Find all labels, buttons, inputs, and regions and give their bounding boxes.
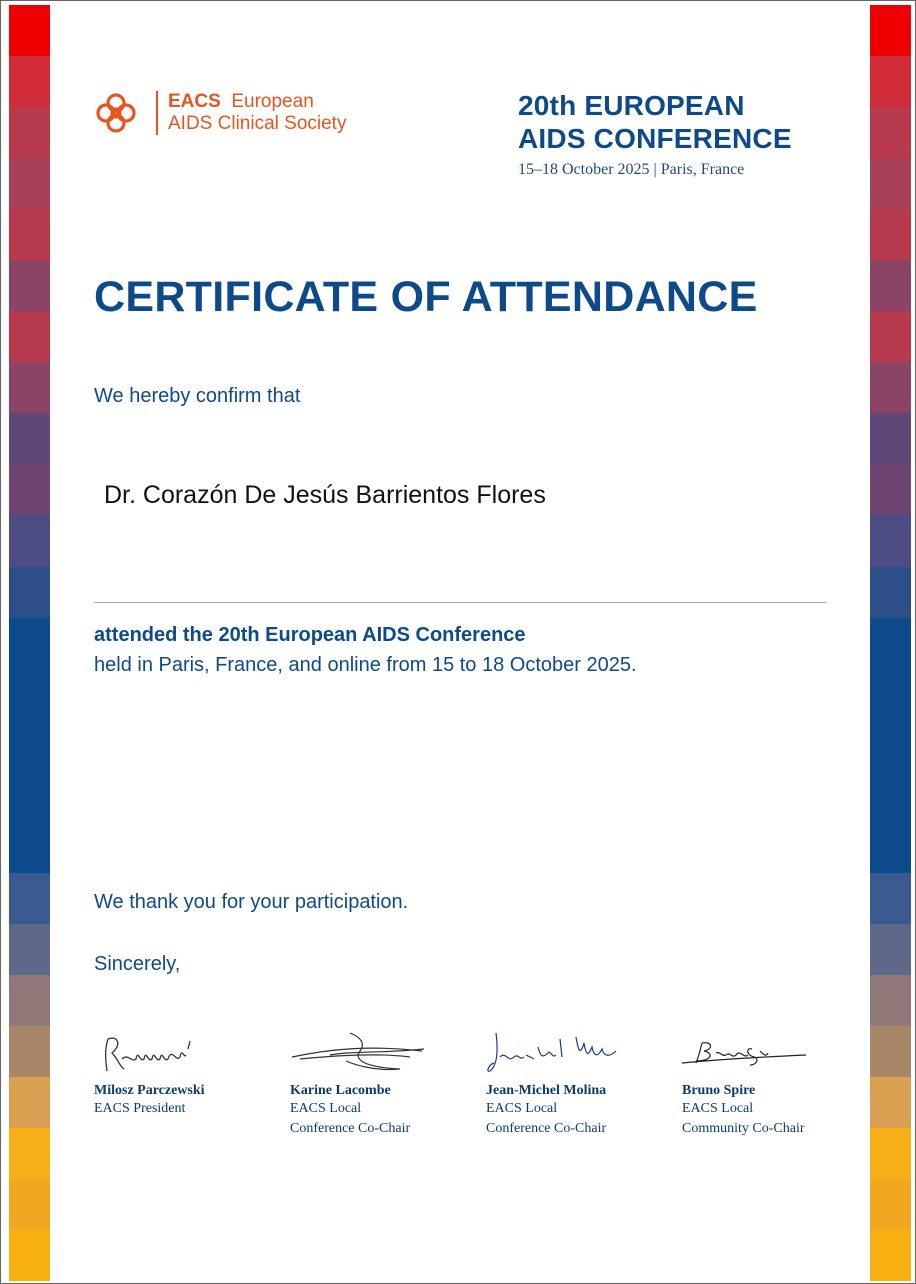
signatory-name: Milosz Parczewski — [94, 1083, 205, 1098]
stripe-segment — [9, 669, 50, 720]
stripe-segment — [9, 873, 50, 924]
left-color-stripe — [9, 5, 50, 1281]
stripe-segment — [9, 56, 50, 107]
stripe-segment — [9, 822, 50, 873]
stripe-segment — [870, 1179, 911, 1230]
closing-text: Sincerely, — [94, 953, 181, 975]
stripe-segment — [9, 107, 50, 158]
signatory-1 — [94, 1029, 274, 1119]
stripe-segment — [9, 209, 50, 260]
logo-line1: European — [231, 91, 314, 112]
attended-text: attended the 20th European AIDS Conference — [94, 624, 526, 646]
recipient-name: Dr. Corazón De Jesús Barrientos Flores — [104, 481, 546, 509]
logo-abbr: EACS — [168, 91, 221, 112]
stripe-segment — [9, 5, 50, 56]
confirm-text: We hereby confirm that — [94, 385, 301, 407]
stripe-segment — [870, 1026, 911, 1077]
signatory-role-line1: EACS Local — [682, 1101, 754, 1116]
stripe-segment — [9, 924, 50, 975]
stripe-segment — [870, 873, 911, 924]
signatory-name: Karine Lacombe — [290, 1083, 391, 1098]
stripe-segment — [870, 107, 911, 158]
stripe-segment — [9, 158, 50, 209]
signatory-4 — [682, 1029, 862, 1139]
divider-line — [94, 602, 827, 603]
stripe-segment — [870, 209, 911, 260]
stripe-segment — [870, 5, 911, 56]
stripe-segment — [870, 56, 911, 107]
logo-text — [168, 91, 346, 135]
stripe-segment — [870, 618, 911, 669]
stripe-segment — [870, 260, 911, 311]
stripe-segment — [870, 311, 911, 362]
celtic-knot-icon — [94, 91, 138, 135]
held-text: held in Paris, France, and online from 15 to 18 October 2025. — [94, 654, 637, 676]
conference-heading — [518, 89, 792, 179]
conference-title-line1: 20th EUROPEAN — [518, 90, 745, 121]
signatory-role-line1: EACS Local — [486, 1101, 558, 1116]
conference-title-line2: AIDS CONFERENCE — [518, 123, 792, 154]
eacs-logo — [94, 91, 346, 135]
stripe-segment — [9, 1026, 50, 1077]
stripe-segment — [9, 464, 50, 515]
stripe-segment — [870, 975, 911, 1026]
stripe-segment — [870, 158, 911, 209]
certificate-title: CERTIFICATE OF ATTENDANCE — [94, 273, 758, 321]
stripe-segment — [9, 1179, 50, 1230]
stripe-segment — [870, 1230, 911, 1281]
stripe-segment — [870, 1128, 911, 1179]
stripe-segment — [9, 311, 50, 362]
right-color-stripe — [870, 5, 911, 1281]
signatory-name: Jean-Michel Molina — [486, 1083, 607, 1098]
thanks-text: We thank you for your participation. — [94, 891, 409, 913]
stripe-segment — [870, 567, 911, 618]
stripe-segment — [870, 362, 911, 413]
signatory-3 — [486, 1029, 666, 1139]
stripe-segment — [870, 515, 911, 566]
stripe-segment — [9, 975, 50, 1026]
signatory-name: Bruno Spire — [682, 1083, 756, 1098]
stripe-segment — [9, 720, 50, 771]
stripe-segment — [9, 515, 50, 566]
stripe-segment — [9, 567, 50, 618]
signatory-role-line1: EACS President — [94, 1101, 186, 1116]
stripe-segment — [9, 1230, 50, 1281]
stripe-segment — [870, 464, 911, 515]
signature-lacombe — [290, 1029, 430, 1077]
signature-molina — [486, 1029, 626, 1077]
stripe-segment — [9, 362, 50, 413]
logo-line2: AIDS Clinical Society — [168, 113, 347, 134]
stripe-segment — [870, 720, 911, 771]
stripe-segment — [9, 260, 50, 311]
signatory-role-line2: Conference Co-Chair — [486, 1121, 607, 1136]
stripe-segment — [870, 771, 911, 822]
stripe-segment — [9, 618, 50, 669]
stripe-segment — [9, 1128, 50, 1179]
stripe-segment — [870, 822, 911, 873]
logo-divider — [156, 91, 158, 135]
stripe-segment — [870, 1077, 911, 1128]
stripe-segment — [870, 924, 911, 975]
stripe-segment — [9, 771, 50, 822]
conference-date-location: 15–18 October 2025 | Paris, France — [518, 161, 745, 178]
stripe-segment — [9, 413, 50, 464]
signature-parczewski — [94, 1029, 204, 1077]
stripe-segment — [870, 413, 911, 464]
signatory-role-line2: Community Co-Chair — [682, 1121, 805, 1136]
signatory-role-line2: Conference Co-Chair — [290, 1121, 411, 1136]
signatory-2 — [290, 1029, 470, 1139]
signature-spire — [682, 1029, 812, 1077]
stripe-segment — [870, 669, 911, 720]
signatory-role-line1: EACS Local — [290, 1101, 362, 1116]
stripe-segment — [9, 1077, 50, 1128]
